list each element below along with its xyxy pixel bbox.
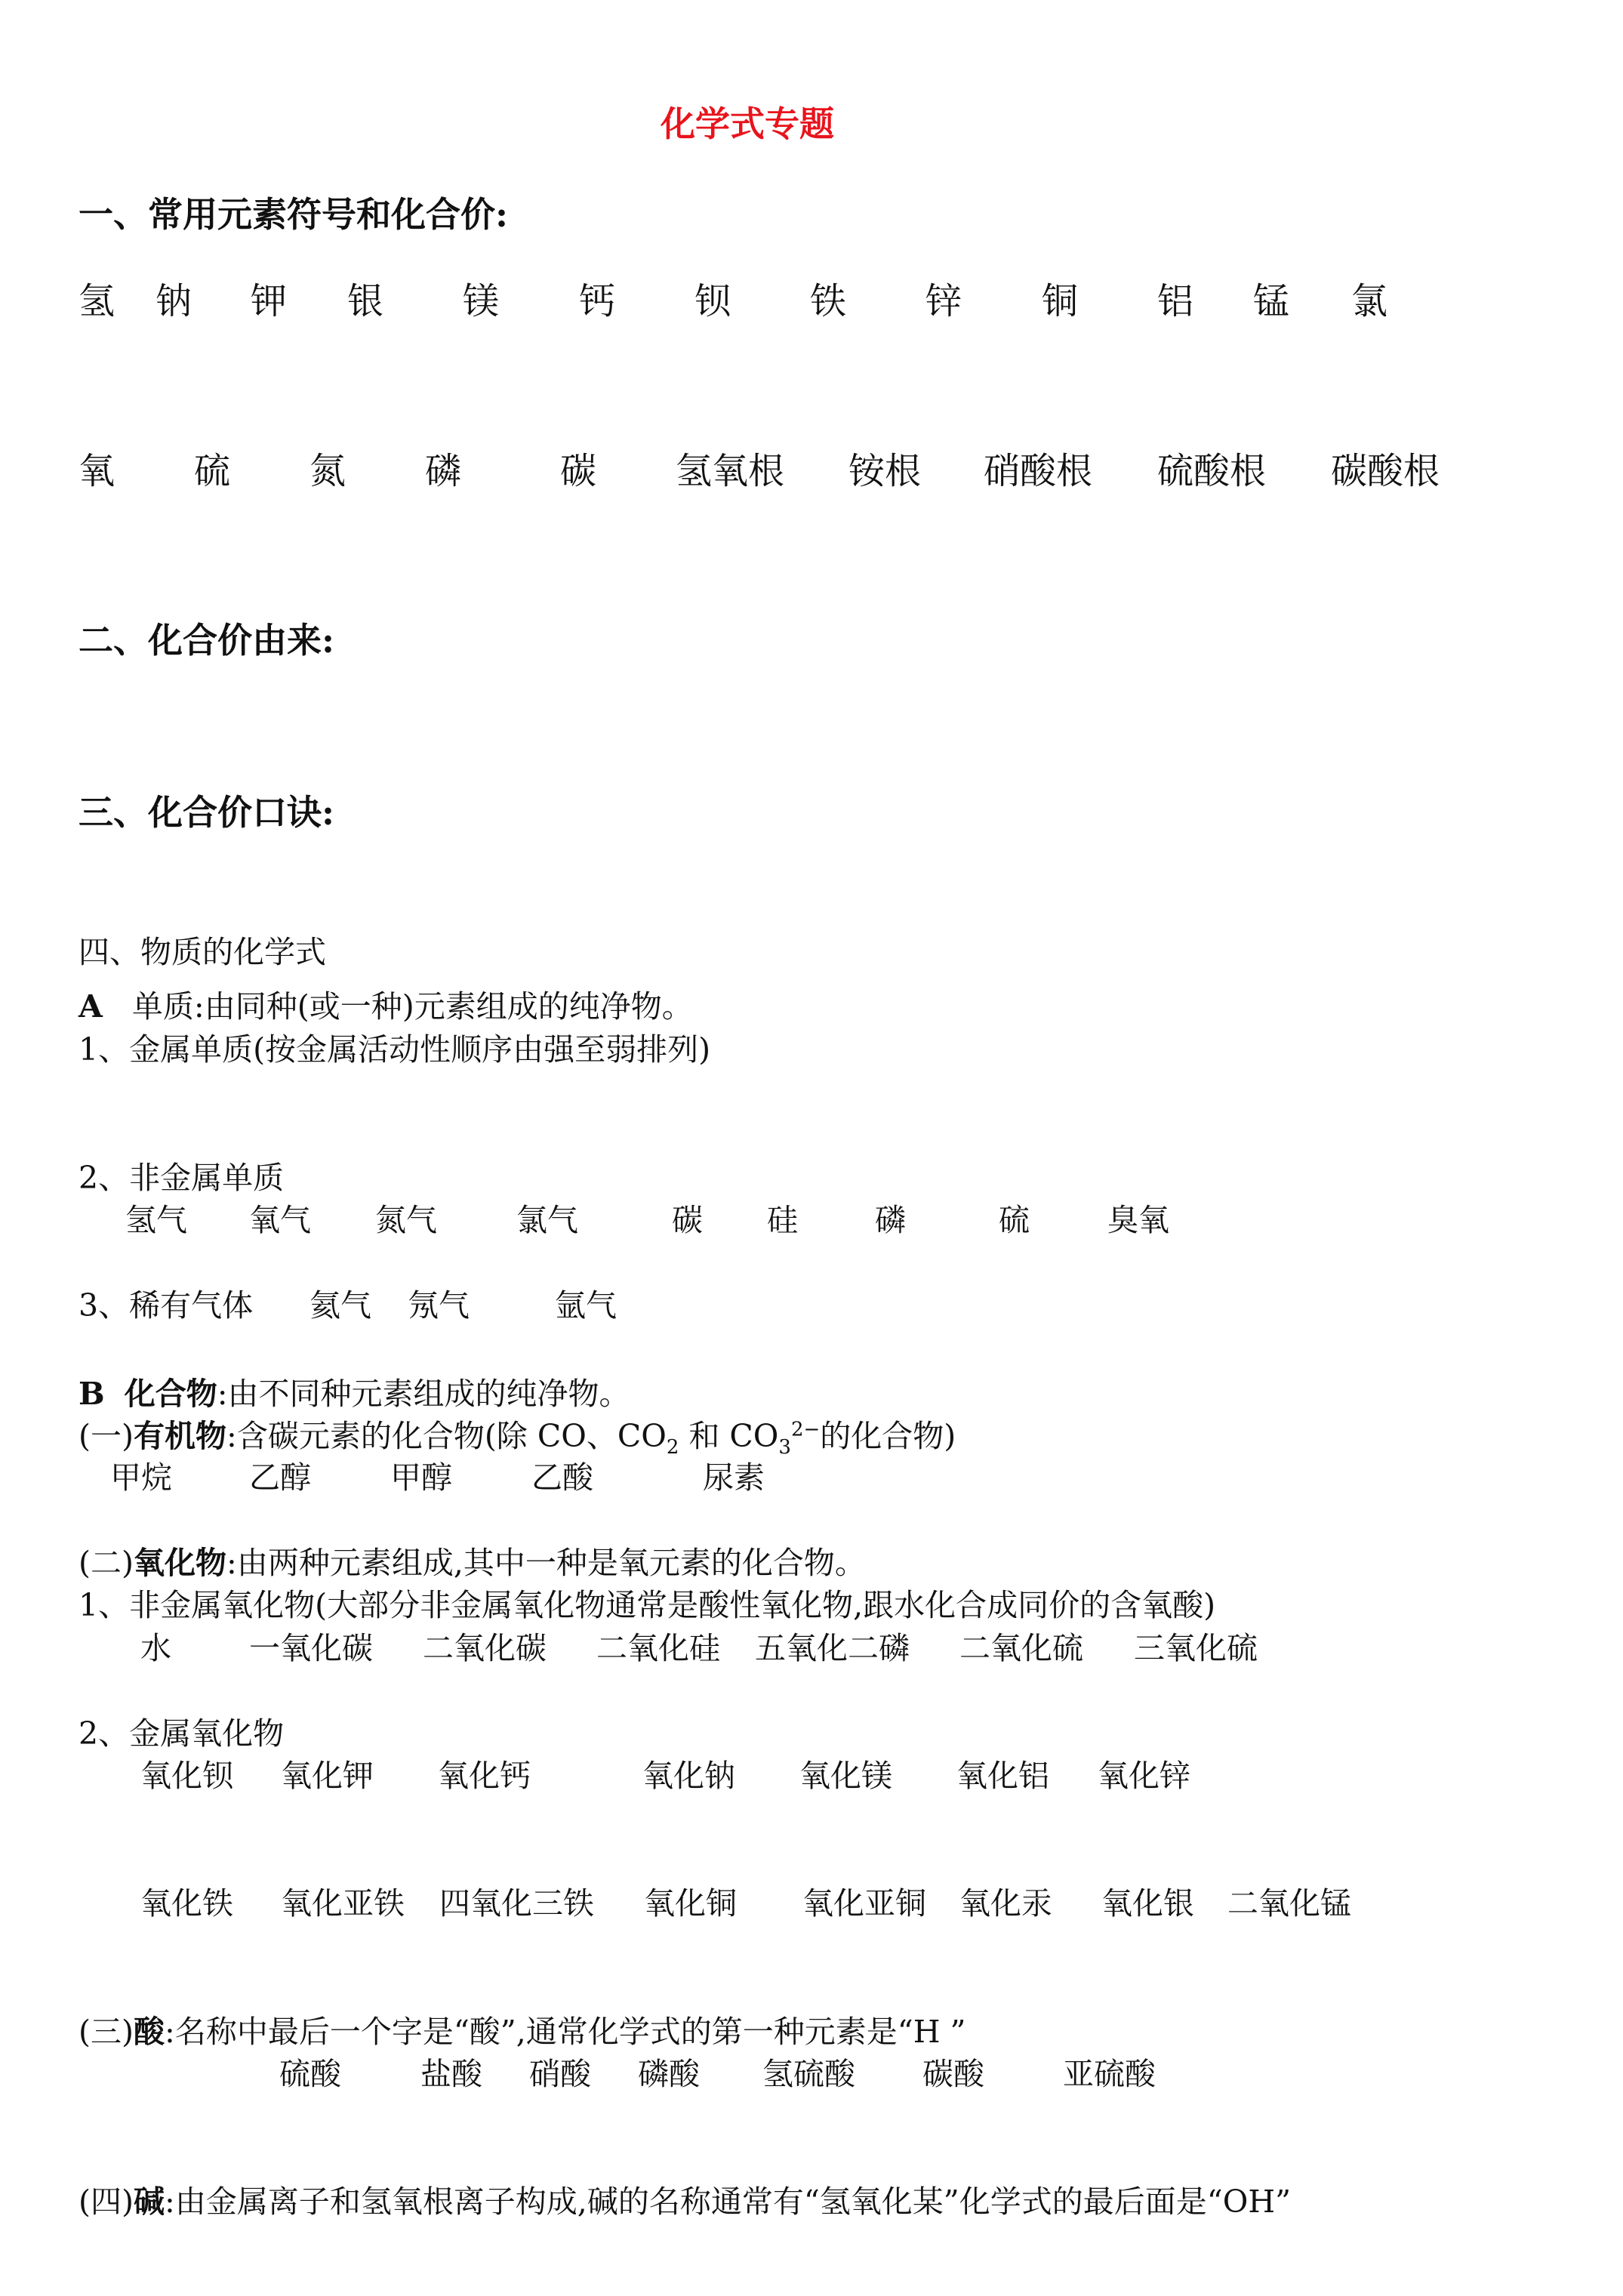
list-item: 氧化钡 [140,1758,233,1794]
list-item: 尿素 [703,1459,765,1496]
nonmetal-elements-label: 2、非金属单质 [79,1160,285,1196]
list-item: 氧化钙 [438,1758,531,1794]
element-silver: 银 [347,280,384,322]
simple-substance-definition [79,982,693,1026]
list-item: 氮气 [375,1202,437,1238]
organic-def-a: :含碳元素的化合物(除 CO、CO [226,1418,667,1454]
oxide-definition [79,1538,866,1583]
list-item: 碳 [672,1202,703,1238]
element-calcium: 钙 [579,280,616,322]
list-item: 二氧化碳 [423,1630,547,1666]
list-item: 氖气 [408,1287,470,1324]
compound-def: :由不同种元素组成的纯净物。 [217,1376,630,1412]
organic-def-b: 和 CO [679,1418,779,1454]
list-item: 氧化钾 [281,1758,374,1794]
element-aluminum: 铝 [1157,280,1194,322]
compound-term: 化合物 [124,1376,217,1412]
base-term: 碱 [134,2184,165,2220]
list-item: 氢气 [125,1202,187,1238]
compound-definition [79,1369,630,1413]
acid-def: :名称中最后一个字是“酸”,通常化学式的第一种元素是“H ” [165,2014,966,2050]
list-item: 硝酸 [529,2056,591,2092]
section3-heading: 三、化合价口诀: [79,792,334,833]
element-magnesium: 镁 [463,280,500,322]
element-sulfur: 硫 [194,450,231,492]
metal-oxides-label: 2、金属氧化物 [79,1715,285,1752]
list-item: 五氧化二磷 [755,1630,910,1666]
list-item: 乙醇 [249,1459,311,1496]
label-b: B [79,1376,105,1412]
list-item: 二氧化锰 [1227,1885,1351,1922]
list-item: 氧气 [249,1202,311,1238]
acid-term: 酸 [134,2014,165,2050]
list-item: 氩气 [555,1287,617,1324]
element-nitrogen: 氮 [310,450,346,492]
radical-hydroxide: 氢氧根 [676,450,785,492]
organic-prefix: (一) [79,1418,134,1454]
superscript: 2− [790,1418,821,1441]
simple-substance-def: :由同种(或一种)元素组成的纯净物。 [193,988,693,1025]
acid-definition [79,2007,965,2051]
metal-elements-label: 1、金属单质(按金属活动性顺序由强至弱排列) [79,1031,711,1068]
base-def: :由金属离子和氢氧根离子构成,碱的名称通常有“氢氧化某”化学式的最后面是“OH” [165,2184,1292,2220]
organic-definition [79,1411,956,1459]
list-item: 氯气 [516,1202,578,1238]
list-item: 臭氧 [1107,1202,1169,1238]
list-item: 氧化汞 [959,1885,1052,1922]
simple-substance-term: 单质 [131,988,194,1025]
oxide-term: 氧化物 [134,1545,226,1581]
subscript: 3 [778,1436,791,1459]
list-item: 氧化银 [1101,1885,1194,1922]
element-potassium: 钾 [251,280,288,322]
list-item: 盐酸 [420,2056,482,2092]
radical-nitrate: 硝酸根 [984,450,1093,492]
section2-heading: 二、化合价由来: [79,620,334,661]
list-item: 氧化铜 [644,1885,737,1922]
list-item: 二氧化硅 [596,1630,720,1666]
document-title: 化学式专题 [661,103,834,144]
nonmetal-oxides-label: 1、非金属氧化物(大部分非金属氧化物通常是酸性氧化物,跟水化合成同价的含氧酸) [79,1587,1216,1623]
list-item: 三氧化硫 [1134,1630,1258,1666]
list-item: 亚硫酸 [1063,2056,1156,2092]
element-hydrogen: 氢 [79,280,115,322]
organic-term: 有机物 [134,1418,226,1454]
base-prefix: (四) [79,2184,134,2220]
list-item: 氧化亚铜 [802,1885,926,1922]
radical-sulfate: 硫酸根 [1157,450,1267,492]
radical-carbonate: 碳酸根 [1331,450,1440,492]
section4-heading: 四、物质的化学式 [79,934,326,970]
element-zinc: 锌 [925,280,962,322]
organic-def-c: 的化合物) [820,1418,956,1454]
element-phosphorus: 磷 [425,450,462,492]
list-item: 甲醇 [390,1459,452,1496]
element-carbon: 碳 [560,450,597,492]
list-item: 氧化锌 [1098,1758,1190,1794]
list-item: 水 [140,1630,171,1666]
section1-heading: 一、常用元素符号和化合价: [79,194,508,235]
label-a: A [79,988,103,1025]
oxide-prefix: (二) [79,1545,134,1581]
element-sodium: 钠 [156,280,192,322]
list-item: 一氧化碳 [249,1630,373,1666]
list-item: 氢硫酸 [762,2056,855,2092]
acid-prefix: (三) [79,2014,134,2050]
list-item: 氦气 [310,1287,371,1324]
list-item: 二氧化硫 [959,1630,1083,1666]
list-item: 氧化铝 [956,1758,1049,1794]
list-item: 碳酸 [922,2056,984,2092]
list-item: 氧化亚铁 [281,1885,405,1922]
subscript: 2 [666,1436,679,1459]
element-copper: 铜 [1042,280,1079,322]
list-item: 四氧化三铁 [439,1885,594,1922]
list-item: 硅 [767,1202,798,1238]
radical-ammonium: 铵根 [848,450,922,492]
list-item: 乙酸 [531,1459,593,1496]
list-item: 氧化钠 [642,1758,735,1794]
list-item: 硫酸 [279,2056,341,2092]
base-definition [79,2177,1291,2221]
list-item: 磷 [875,1202,906,1238]
element-oxygen: 氧 [79,450,115,492]
noble-gases-label: 3、稀有气体 [79,1287,254,1324]
list-item: 磷酸 [638,2056,700,2092]
element-barium: 钡 [694,280,731,322]
oxide-def: :由两种元素组成,其中一种是氧元素的化合物。 [226,1545,866,1581]
list-item: 氧化镁 [799,1758,892,1794]
element-chlorine: 氯 [1351,280,1388,322]
element-iron: 铁 [810,280,847,322]
list-item: 甲烷 [110,1459,172,1496]
element-manganese: 锰 [1253,280,1290,322]
list-item: 氧化铁 [140,1885,233,1922]
list-item: 硫 [999,1202,1030,1238]
